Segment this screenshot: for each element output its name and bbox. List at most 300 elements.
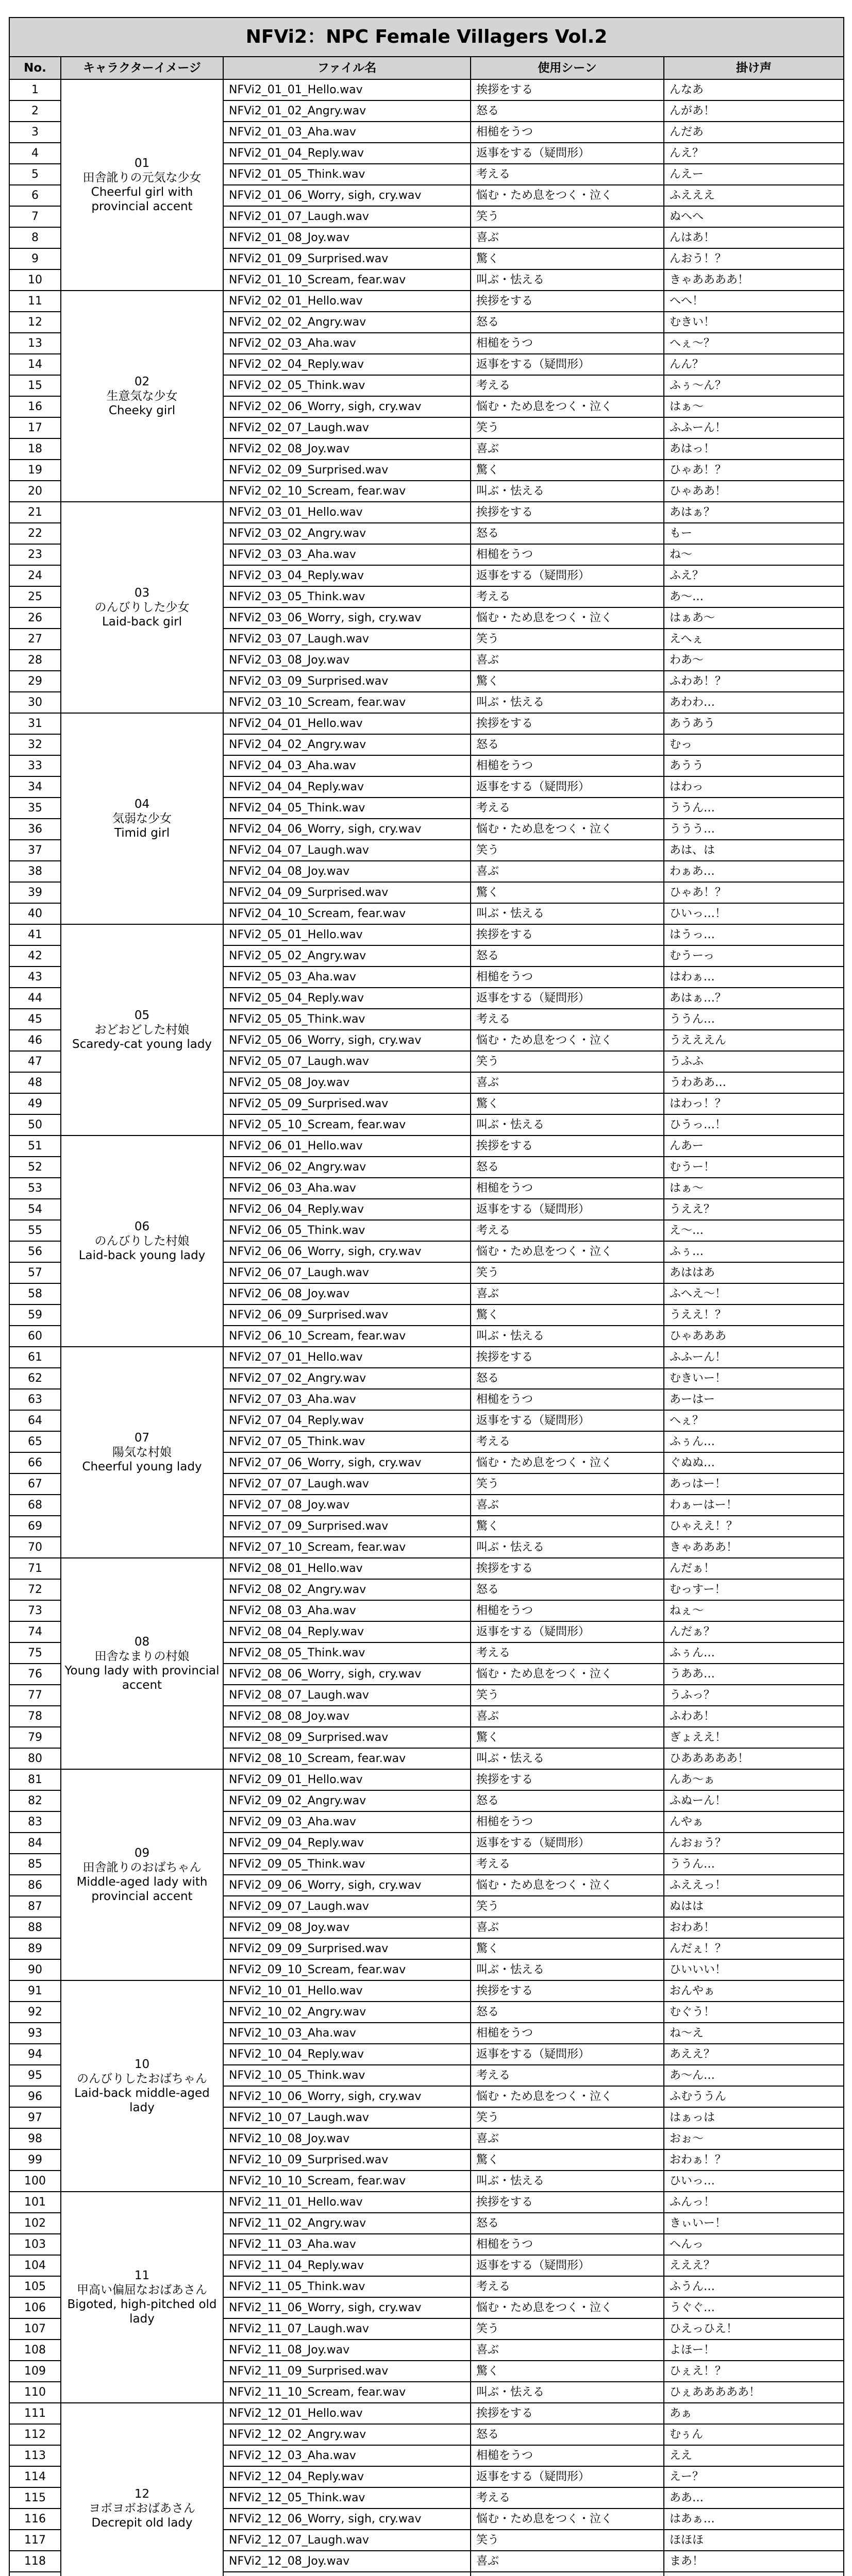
character-name: のんびりした少女	[94, 600, 190, 614]
voice-line: ううん…	[664, 1009, 844, 1030]
row-number: 72	[9, 1579, 61, 1600]
voice-line: えー？	[664, 2466, 844, 2487]
row-number: 83	[9, 1811, 61, 1833]
row-number: 43	[9, 967, 61, 988]
row-number: 111	[9, 2403, 61, 2424]
row-number: 52	[9, 1157, 61, 1178]
row-number: 100	[9, 2171, 61, 2192]
voice-line: ひうっ…！	[664, 1114, 844, 1136]
usage-scene: 叫ぶ・怯える	[471, 1326, 664, 1347]
character-cell	[61, 1136, 223, 1347]
usage-scene: 喜ぶ	[471, 227, 664, 248]
row-number: 59	[9, 1304, 61, 1326]
row-number: 98	[9, 2128, 61, 2149]
character-number: 04	[134, 797, 150, 811]
file-name: NFVi2_09_08_Joy.wav	[223, 1917, 471, 1938]
usage-scene: 悩む・ため息をつく・泣く	[471, 185, 664, 206]
voice-line: きゃあああ！	[664, 1537, 844, 1558]
usage-scene: 叫ぶ・怯える	[471, 1748, 664, 1769]
usage-scene: 喜ぶ	[471, 2551, 664, 2572]
row-number: 108	[9, 2340, 61, 2361]
file-name: NFVi2_01_04_Reply.wav	[223, 143, 471, 164]
row-number: 8	[9, 227, 61, 248]
file-name: NFVi2_02_06_Worry, sigh, cry.wav	[223, 396, 471, 417]
file-name: NFVi2_01_05_Think.wav	[223, 164, 471, 185]
row-number: 61	[9, 1347, 61, 1368]
usage-scene: 怒る	[471, 1790, 664, 1811]
usage-scene: 挨拶をする	[471, 502, 664, 523]
voice-line: んがあ！	[664, 100, 844, 122]
file-name: NFVi2_08_09_Surprised.wav	[223, 1727, 471, 1748]
voice-line: はぁあ～	[664, 607, 844, 629]
file-name: NFVi2_08_10_Scream, fear.wav	[223, 1748, 471, 1769]
voice-line: んだぇ！？	[664, 1938, 844, 1959]
usage-scene: 悩む・ため息をつく・泣く	[471, 396, 664, 417]
voice-line: はあぁ…	[664, 2509, 844, 2530]
row-number: 7	[9, 206, 61, 227]
row-number: 10	[9, 269, 61, 291]
row-number: 65	[9, 1431, 61, 1452]
file-name: NFVi2_08_03_Aha.wav	[223, 1600, 471, 1621]
usage-scene: 喜ぶ	[471, 2128, 664, 2149]
usage-scene: 返事をする（疑問形）	[471, 565, 664, 586]
voice-line: はわっ	[664, 776, 844, 798]
file-name: NFVi2_06_04_Reply.wav	[223, 1199, 471, 1220]
file-name: NFVi2_11_06_Worry, sigh, cry.wav	[223, 2297, 471, 2318]
row-number: 74	[9, 1621, 61, 1642]
file-name: NFVi2_07_07_Laugh.wav	[223, 1473, 471, 1495]
voice-line: うわああ…	[664, 1072, 844, 1093]
usage-scene: 驚く	[471, 1093, 664, 1114]
file-name: NFVi2_10_02_Angry.wav	[223, 2002, 471, 2023]
header-no: No.	[9, 57, 61, 79]
voice-line: ひいっ…	[664, 2171, 844, 2192]
row-number: 56	[9, 1241, 61, 1262]
row-number: 48	[9, 1072, 61, 1093]
voice-line: あうう	[664, 755, 844, 776]
voice-line: あははあ	[664, 1262, 844, 1283]
file-name: NFVi2_09_01_Hello.wav	[223, 1769, 471, 1790]
usage-scene: 挨拶をする	[471, 2403, 664, 2424]
usage-scene: 考える	[471, 1854, 664, 1875]
voice-line: ぬへへ	[664, 206, 844, 227]
character-english-name: Young lady with provincial accent	[64, 1664, 220, 1692]
row-number: 1	[9, 79, 61, 100]
voice-line: ああ…	[664, 2487, 844, 2509]
file-name: NFVi2_05_06_Worry, sigh, cry.wav	[223, 1030, 471, 1051]
row-number: 3	[9, 122, 61, 143]
usage-scene: 喜ぶ	[471, 1495, 664, 1516]
row-number: 9	[9, 248, 61, 269]
file-name: NFVi2_11_07_Laugh.wav	[223, 2318, 471, 2340]
character-english-name: Middle-aged lady with provincial accent	[76, 1875, 208, 1904]
usage-scene: 悩む・ため息をつく・泣く	[471, 2509, 664, 2530]
voice-line: あええ？	[664, 2044, 844, 2065]
row-number: 69	[9, 1516, 61, 1537]
file-name: NFVi2_09_04_Reply.wav	[223, 1833, 471, 1854]
usage-scene: 相槌をうつ	[471, 2023, 664, 2044]
table-row	[9, 2403, 844, 2424]
usage-scene: 笑う	[471, 1051, 664, 1072]
voice-line: ひぇあああああ！	[664, 2382, 844, 2403]
usage-scene: 挨拶をする	[471, 291, 664, 312]
file-name: NFVi2_08_06_Worry, sigh, cry.wav	[223, 1664, 471, 1685]
file-name: NFVi2_10_07_Laugh.wav	[223, 2107, 471, 2128]
usage-scene: 笑う	[471, 629, 664, 650]
voice-line: ううん…	[664, 1854, 844, 1875]
voice-line: きぃいー！	[664, 2213, 844, 2234]
usage-scene: 返事をする（疑問形）	[471, 354, 664, 375]
file-name: NFVi2_07_06_Worry, sigh, cry.wav	[223, 1452, 471, 1473]
row-number: 34	[9, 776, 61, 798]
usage-scene: 笑う	[471, 2107, 664, 2128]
file-name: NFVi2_07_08_Joy.wav	[223, 1495, 471, 1516]
row-number: 117	[9, 2530, 61, 2551]
usage-scene: 悩む・ため息をつく・泣く	[471, 2297, 664, 2318]
voice-line: むぅん	[664, 2424, 844, 2445]
row-number: 87	[9, 1896, 61, 1917]
file-name: NFVi2_09_02_Angry.wav	[223, 1790, 471, 1811]
file-name: NFVi2_03_04_Reply.wav	[223, 565, 471, 586]
file-name: NFVi2_11_01_Hello.wav	[223, 2192, 471, 2213]
voice-line: ひゃああ！	[664, 481, 844, 502]
table-row	[9, 713, 844, 734]
usage-scene: 喜ぶ	[471, 1917, 664, 1938]
row-number: 57	[9, 1262, 61, 1283]
file-name: NFVi2_04_04_Reply.wav	[223, 776, 471, 798]
voice-line: ひいいい！	[664, 1959, 844, 1980]
file-name: NFVi2_02_01_Hello.wav	[223, 291, 471, 312]
page-title: NFVi2：NPC Female Villagers Vol.2	[9, 18, 844, 57]
character-cell	[61, 1558, 223, 1769]
row-number: 66	[9, 1452, 61, 1473]
file-name: NFVi2_01_08_Joy.wav	[223, 227, 471, 248]
file-name: NFVi2_06_07_Laugh.wav	[223, 1262, 471, 1283]
voice-line: はぁっは	[664, 2107, 844, 2128]
table-body	[9, 79, 844, 2576]
file-name: NFVi2_09_09_Surprised.wav	[223, 1938, 471, 1959]
character-name: のんびりした村娘	[94, 1234, 190, 1248]
file-name: NFVi2_04_09_Surprised.wav	[223, 882, 471, 903]
usage-scene: 考える	[471, 164, 664, 185]
usage-scene: 驚く	[471, 1304, 664, 1326]
usage-scene: 考える	[471, 2487, 664, 2509]
voice-line: あーはー	[664, 1389, 844, 1410]
character-cell	[61, 502, 223, 713]
row-number: 95	[9, 2065, 61, 2086]
file-name: NFVi2_10_04_Reply.wav	[223, 2044, 471, 2065]
file-name: NFVi2_10_05_Think.wav	[223, 2065, 471, 2086]
row-number: 54	[9, 1199, 61, 1220]
row-number: 112	[9, 2424, 61, 2445]
voice-line: ひあああああ！	[664, 1748, 844, 1769]
file-name: NFVi2_10_08_Joy.wav	[223, 2128, 471, 2149]
voice-line: むきい！	[664, 312, 844, 333]
row-number: 63	[9, 1389, 61, 1410]
file-name: NFVi2_04_01_Hello.wav	[223, 713, 471, 734]
row-number: 68	[9, 1495, 61, 1516]
usage-scene: 怒る	[471, 2002, 664, 2023]
file-name: NFVi2_10_09_Surprised.wav	[223, 2149, 471, 2171]
voice-line: ひゃあ！？	[664, 882, 844, 903]
usage-scene: 笑う	[471, 2530, 664, 2551]
file-name: NFVi2_03_09_Surprised.wav	[223, 671, 471, 692]
voice-line: えええ？	[664, 2255, 844, 2276]
voice-line: え～…	[664, 1220, 844, 1241]
file-name: NFVi2_09_06_Worry, sigh, cry.wav	[223, 1875, 471, 1896]
voice-line: んあ～ぁ	[664, 1769, 844, 1790]
usage-scene: 叫ぶ・怯える	[471, 903, 664, 924]
usage-scene: 喜ぶ	[471, 650, 664, 671]
character-number: 03	[134, 586, 150, 600]
usage-scene: 考える	[471, 375, 664, 396]
usage-scene: 相槌をうつ	[471, 2234, 664, 2255]
row-number: 88	[9, 1917, 61, 1938]
row-number: 37	[9, 840, 61, 861]
voice-line: ひえっひえ！	[664, 2318, 844, 2340]
usage-scene: 叫ぶ・怯える	[471, 481, 664, 502]
usage-scene: 叫ぶ・怯える	[471, 2382, 664, 2403]
file-name: NFVi2_01_01_Hello.wav	[223, 79, 471, 100]
voice-line: あはぁ…？	[664, 988, 844, 1009]
usage-scene: 返事をする（疑問形）	[471, 1833, 664, 1854]
row-number: 101	[9, 2192, 61, 2213]
character-english-name: Laid-back young lady	[78, 1249, 206, 1263]
row-number: 94	[9, 2044, 61, 2065]
file-name: NFVi2_03_06_Worry, sigh, cry.wav	[223, 607, 471, 629]
voice-line: あわわ…	[664, 692, 844, 713]
row-number: 31	[9, 713, 61, 734]
row-number: 81	[9, 1769, 61, 1790]
usage-scene: 挨拶をする	[471, 1136, 664, 1157]
character-number: 05	[134, 1008, 150, 1022]
file-name: NFVi2_08_02_Angry.wav	[223, 1579, 471, 1600]
row-number: 78	[9, 1706, 61, 1727]
voice-line: おわあ！	[664, 1917, 844, 1938]
usage-scene: 怒る	[471, 100, 664, 122]
row-number: 41	[9, 924, 61, 945]
usage-scene: 挨拶をする	[471, 713, 664, 734]
voice-line: ふへえ～！	[664, 1283, 844, 1304]
voice-line: むっ	[664, 734, 844, 755]
character-cell	[61, 1980, 223, 2192]
row-number: 45	[9, 1009, 61, 1030]
row-number: 77	[9, 1685, 61, 1706]
row-number: 109	[9, 2361, 61, 2382]
voice-line: へぇ～？	[664, 333, 844, 354]
row-number: 64	[9, 1410, 61, 1431]
usage-scene: 挨拶をする	[471, 924, 664, 945]
usage-scene: 笑う	[471, 1262, 664, 1283]
usage-scene: 喜ぶ	[471, 1706, 664, 1727]
voice-line: まあ！	[664, 2551, 844, 2572]
voice-line: ふぅん…	[664, 1642, 844, 1664]
file-name: NFVi2_01_10_Scream, fear.wav	[223, 269, 471, 291]
file-name: NFVi2_12_08_Joy.wav	[223, 2551, 471, 2572]
voice-line: んだぁ！	[664, 1558, 844, 1579]
voice-line: きゃああああ！	[664, 269, 844, 291]
voice-line: うぐぐ…	[664, 2297, 844, 2318]
usage-scene: 喜ぶ	[471, 1283, 664, 1304]
row-number: 42	[9, 945, 61, 967]
character-english-name: Laid-back middle-aged lady	[74, 2087, 210, 2115]
voice-line: むうー！	[664, 1157, 844, 1178]
voice-line: あっはー！	[664, 1473, 844, 1495]
voice-line: うええ？	[664, 1199, 844, 1220]
file-name: NFVi2_02_03_Aha.wav	[223, 333, 471, 354]
usage-scene: 相槌をうつ	[471, 967, 664, 988]
file-name: NFVi2_03_02_Angry.wav	[223, 523, 471, 544]
file-name: NFVi2_03_10_Scream, fear.wav	[223, 692, 471, 713]
row-number: 16	[9, 396, 61, 417]
file-name: NFVi2_07_01_Hello.wav	[223, 1347, 471, 1368]
usage-scene	[471, 2572, 664, 2576]
usage-scene: 悩む・ため息をつく・泣く	[471, 1664, 664, 1685]
voice-list-sheet	[9, 17, 843, 2576]
voice-line: んやぁ	[664, 1811, 844, 1833]
row-number: 30	[9, 692, 61, 713]
row-number: 17	[9, 417, 61, 438]
voice-line: わぁあ…	[664, 861, 844, 882]
row-number: 85	[9, 1854, 61, 1875]
row-number: 67	[9, 1473, 61, 1495]
voice-line: ふぬーん！	[664, 1790, 844, 1811]
row-number: 76	[9, 1664, 61, 1685]
voice-line: あはっ！	[664, 438, 844, 460]
character-name: 田舎訛りの元気な少女	[82, 171, 202, 184]
usage-scene: 驚く	[471, 2361, 664, 2382]
file-name: NFVi2_06_03_Aha.wav	[223, 1178, 471, 1199]
table-row	[9, 1558, 844, 1579]
file-name: NFVi2_12_05_Think.wav	[223, 2487, 471, 2509]
usage-scene: 挨拶をする	[471, 1769, 664, 1790]
usage-scene: 考える	[471, 2276, 664, 2297]
usage-scene: 叫ぶ・怯える	[471, 2171, 664, 2192]
voice-line: あ～…	[664, 586, 844, 607]
voice-line: あぁ	[664, 2403, 844, 2424]
usage-scene: 挨拶をする	[471, 1558, 664, 1579]
character-number: 06	[134, 1219, 150, 1233]
file-name: NFVi2_09_03_Aha.wav	[223, 1811, 471, 1833]
row-number: 110	[9, 2382, 61, 2403]
voice-line: ひぇえ！？	[664, 2361, 844, 2382]
character-name: おどおどした村娘	[94, 1023, 190, 1037]
character-name: 陽気な村娘	[112, 1445, 172, 1459]
usage-scene: 喜ぶ	[471, 2340, 664, 2361]
row-number: 90	[9, 1959, 61, 1980]
voice-line: むっすー！	[664, 1579, 844, 1600]
file-name: NFVi2_02_10_Scream, fear.wav	[223, 481, 471, 502]
file-name: NFVi2_10_01_Hello.wav	[223, 1980, 471, 2002]
voice-line: んえー	[664, 164, 844, 185]
usage-scene: 怒る	[471, 1579, 664, 1600]
usage-scene: 驚く	[471, 882, 664, 903]
row-number: 35	[9, 798, 61, 819]
row-number: 104	[9, 2255, 61, 2276]
voice-line: よほー！	[664, 2340, 844, 2361]
character-cell	[61, 1769, 223, 1980]
row-number: 25	[9, 586, 61, 607]
row-number: 21	[9, 502, 61, 523]
usage-scene: 驚く	[471, 460, 664, 481]
character-name: 田舎訛りのおばちゃん	[82, 1860, 202, 1874]
row-number: 27	[9, 629, 61, 650]
file-name: NFVi2_02_04_Reply.wav	[223, 354, 471, 375]
file-name: NFVi2_02_05_Think.wav	[223, 375, 471, 396]
voice-line: へぇ？	[664, 1410, 844, 1431]
voice-line: うふふ	[664, 1051, 844, 1072]
file-name: NFVi2_05_09_Surprised.wav	[223, 1093, 471, 1114]
usage-scene: 驚く	[471, 248, 664, 269]
row-number: 99	[9, 2149, 61, 2171]
row-number: 2	[9, 100, 61, 122]
row-number: 40	[9, 903, 61, 924]
usage-scene: 相槌をうつ	[471, 544, 664, 565]
usage-scene: 笑う	[471, 1896, 664, 1917]
voice-line: あ～ん…	[664, 2065, 844, 2086]
file-name: NFVi2_05_02_Angry.wav	[223, 945, 471, 967]
row-number: 13	[9, 333, 61, 354]
file-name: NFVi2_02_02_Angry.wav	[223, 312, 471, 333]
file-name: NFVi2_03_03_Aha.wav	[223, 544, 471, 565]
character-cell	[61, 924, 223, 1136]
file-name: NFVi2_11_10_Scream, fear.wav	[223, 2382, 471, 2403]
header-file-name: ファイル名	[223, 57, 471, 79]
voice-line: えへぇ	[664, 629, 844, 650]
row-number: 106	[9, 2297, 61, 2318]
row-number: 82	[9, 1790, 61, 1811]
row-number: 102	[9, 2213, 61, 2234]
file-name: NFVi2_12_04_Reply.wav	[223, 2466, 471, 2487]
row-number: 80	[9, 1748, 61, 1769]
row-number: 73	[9, 1600, 61, 1621]
row-number: 116	[9, 2509, 61, 2530]
row-number: 33	[9, 755, 61, 776]
row-number: 36	[9, 819, 61, 840]
voice-line: ふわあ！	[664, 1706, 844, 1727]
file-name: NFVi2_05_05_Think.wav	[223, 1009, 471, 1030]
file-name: NFVi2_12_03_Aha.wav	[223, 2445, 471, 2466]
usage-scene: 相槌をうつ	[471, 1178, 664, 1199]
file-name: NFVi2_06_10_Scream, fear.wav	[223, 1326, 471, 1347]
character-name: 気弱な少女	[112, 811, 172, 825]
row-number: 96	[9, 2086, 61, 2107]
row-number: 46	[9, 1030, 61, 1051]
file-name: NFVi2_07_05_Think.wav	[223, 1431, 471, 1452]
usage-scene: 悩む・ため息をつく・泣く	[471, 1452, 664, 1473]
voice-line: ええ	[664, 2445, 844, 2466]
row-number: 91	[9, 1980, 61, 2002]
file-name: NFVi2_08_01_Hello.wav	[223, 1558, 471, 1579]
character-number: 11	[134, 2268, 150, 2282]
row-number: 62	[9, 1368, 61, 1389]
usage-scene: 喜ぶ	[471, 1072, 664, 1093]
voice-line: ね～え	[664, 2023, 844, 2044]
voice-line: ふわあ！？	[664, 671, 844, 692]
row-number: 79	[9, 1727, 61, 1748]
usage-scene: 返事をする（疑問形）	[471, 143, 664, 164]
usage-scene: 怒る	[471, 1157, 664, 1178]
voice-line: へんっ	[664, 2234, 844, 2255]
voice-line: ぬはは	[664, 1896, 844, 1917]
row-number: 86	[9, 1875, 61, 1896]
usage-scene: 考える	[471, 798, 664, 819]
usage-scene: 返事をする（疑問形）	[471, 2044, 664, 2065]
usage-scene: 怒る	[471, 2424, 664, 2445]
file-name: NFVi2_07_02_Angry.wav	[223, 1368, 471, 1389]
usage-scene: 驚く	[471, 1516, 664, 1537]
usage-scene: 相槌をうつ	[471, 755, 664, 776]
